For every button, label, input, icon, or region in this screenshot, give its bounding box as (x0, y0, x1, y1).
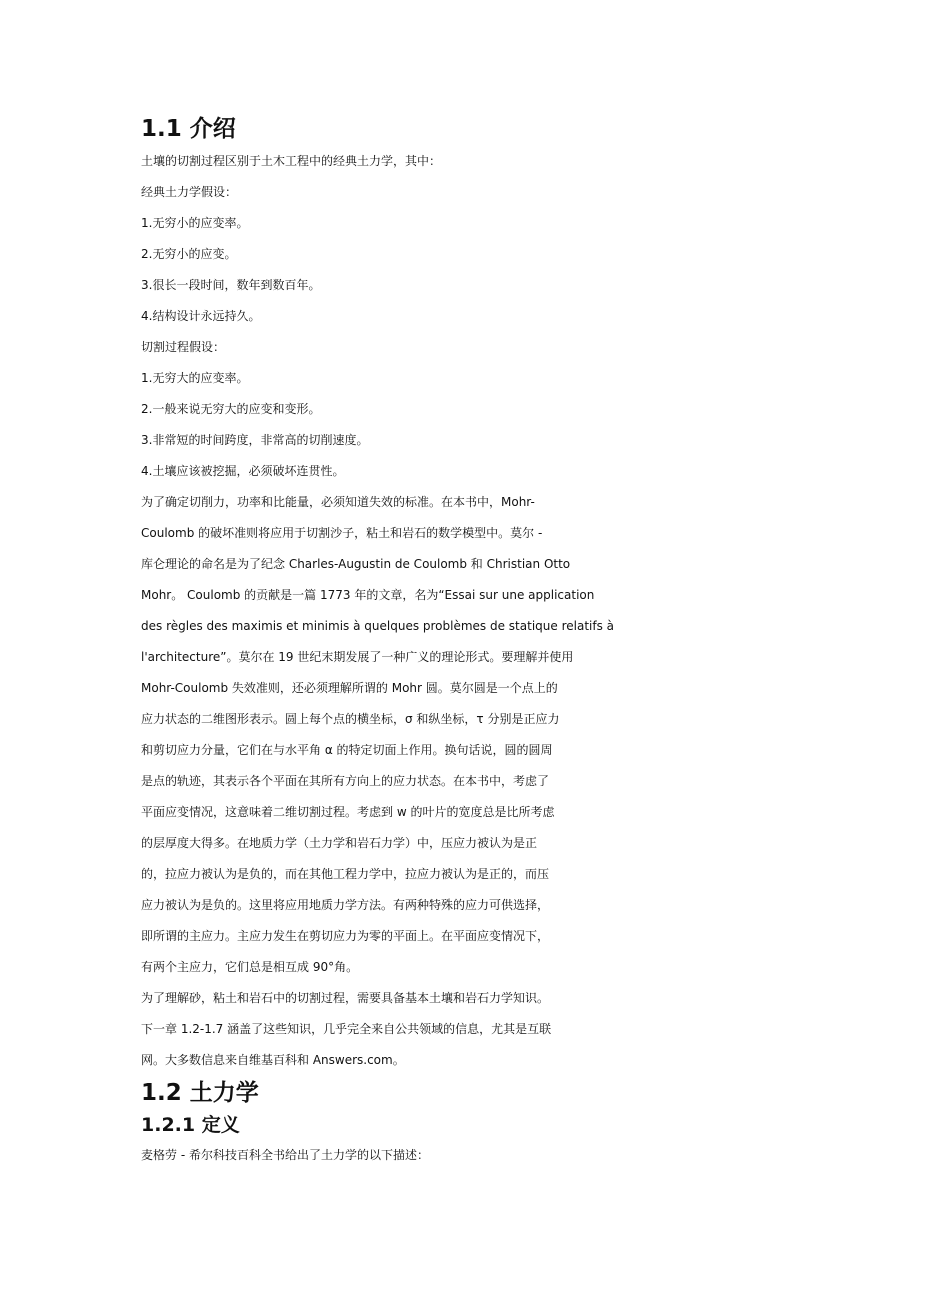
classical-assumptions-title: 经典土力学假设： (141, 185, 238, 199)
list-item: 4.土壤应该被挖掘，必须破坏连贯性。 (141, 464, 345, 478)
list-item: 1.无穷小的应变率。 (141, 216, 249, 230)
paragraph-line: 的层厚度大得多。在地质力学（土力学和岩石力学）中，压应力被认为是正 (141, 836, 538, 850)
paragraph-line: 是点的轨迹，其表示各个平面在其所有方向上的应力状态。在本书中，考虑了 (141, 774, 550, 788)
paragraph-line: Coulomb 的破坏准则将应用于切割沙子，粘土和岩石的数学模型中。莫尔 - (141, 526, 543, 540)
paragraph-line: 应力状态的二维图形表示。圆上每个点的横坐标，σ 和纵坐标，τ 分别是正应力 (141, 712, 560, 726)
section-heading-1-2: 1.2 土力学 (141, 1080, 259, 1106)
list-item: 2.无穷小的应变。 (141, 247, 237, 261)
list-item: 3.很长一段时间，数年到数百年。 (141, 278, 321, 292)
list-item: 1.无穷大的应变率。 (141, 371, 249, 385)
paragraph-line: 为了理解砂，粘土和岩石中的切割过程，需要具备基本土壤和岩石力学知识。 (141, 991, 550, 1005)
cutting-assumptions-title: 切割过程假设： (141, 340, 226, 354)
mohr-coulomb-paragraph (141, 487, 791, 983)
definition-intro-text: 麦格劳 - 希尔科技百科全书给出了土力学的以下描述： (141, 1148, 429, 1162)
paragraph-line: 下一章 1.2-1.7 涵盖了这些知识，几乎完全来自公共领域的信息，尤其是互联 (141, 1022, 552, 1036)
paragraph-line: 为了确定切削力，功率和比能量，必须知道失效的标准。在本书中，Mohr- (141, 495, 535, 509)
document-page (141, 112, 791, 1171)
paragraph-line: 有两个主应力，它们总是相互成 90°角。 (141, 960, 359, 974)
section-heading-1-1: 1.1 介绍 (141, 116, 236, 142)
intro-text: 土壤的切割过程区别于土木工程中的经典土力学，其中： (141, 154, 442, 168)
paragraph-line: 即所谓的主应力。主应力发生在剪切应力为零的平面上。在平面应变情况下， (141, 929, 550, 943)
paragraph-line: Mohr。 Coulomb 的贡献是一篇 1773 年的文章，名为“Essai sur une application (141, 588, 595, 602)
paragraph-line: des règles des maximis et minimis à quelques problèmes de statique relatifs à (141, 619, 614, 633)
paragraph-line: 的，拉应力被认为是负的，而在其他工程力学中，拉应力被认为是正的，而压 (141, 867, 550, 881)
list-item: 4.结构设计永远持久。 (141, 309, 261, 323)
paragraph-line: 和剪切应力分量，它们在与水平角 α 的特定切面上作用。换句话说，圆的圆周 (141, 743, 553, 757)
list-item: 2.一般来说无穷大的应变和变形。 (141, 402, 321, 416)
paragraph-line: l'architecture”。莫尔在 19 世纪末期发展了一种广义的理论形式。要理解并使用 (141, 650, 574, 664)
knowledge-paragraph (141, 983, 791, 1076)
paragraph-line: 应力被认为是负的。这里将应用地质力学方法。有两种特殊的应力可供选择， (141, 898, 550, 912)
list-item: 3.非常短的时间跨度，非常高的切削速度。 (141, 433, 369, 447)
paragraph-line: 库仑理论的命名是为了纪念 Charles-Augustin de Coulomb 和 Christian Otto (141, 557, 571, 571)
subsection-heading-1-2-1: 1.2.1 定义 (141, 1114, 240, 1136)
paragraph-line: 平面应变情况，这意味着二维切割过程。考虑到 w 的叶片的宽度总是比所考虑 (141, 805, 555, 819)
paragraph-line: 网。大多数信息来自维基百科和 Answers.com。 (141, 1053, 405, 1067)
paragraph-line: Mohr-Coulomb 失效准则，还必须理解所谓的 Mohr 圆。莫尔圆是一个点上的 (141, 681, 558, 695)
